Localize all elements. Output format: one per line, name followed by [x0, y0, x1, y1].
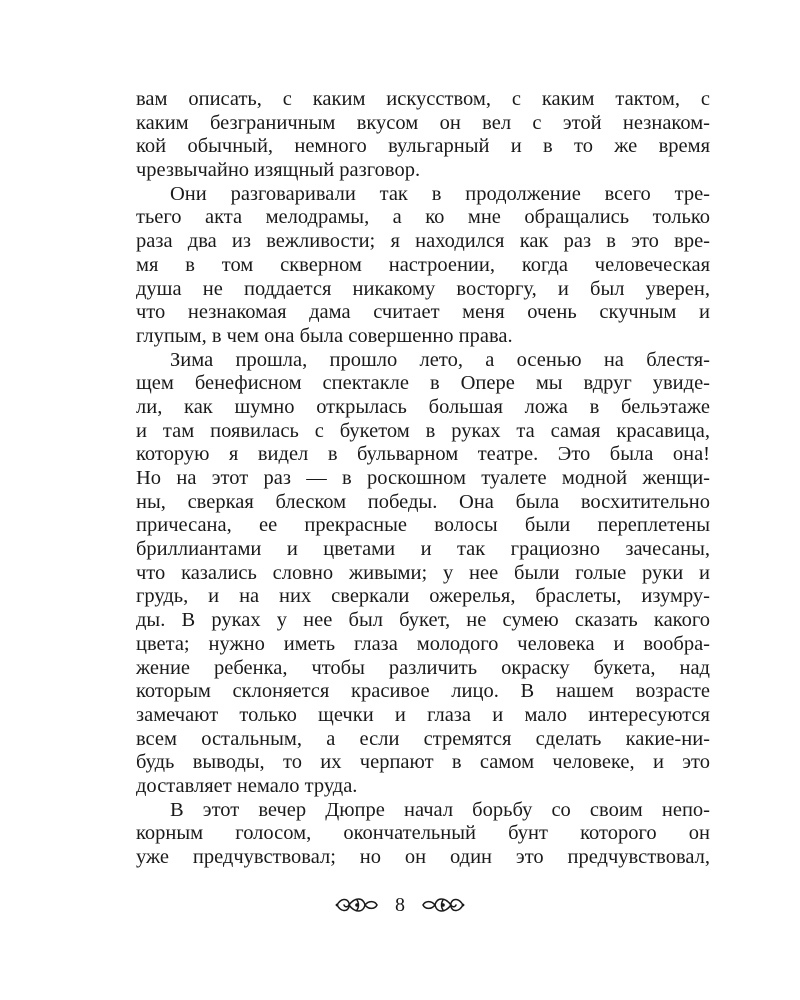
fleuron-left-icon: [333, 893, 381, 917]
text-line: причесана, ее прекрасные волосы были переплетены: [136, 514, 710, 537]
text-line: и там появилась с букетом в руках та самая красавица,: [136, 419, 710, 442]
text-line: Зима прошла, прошло лето, а осенью на блестя-: [170, 348, 710, 371]
text-line: которым склоняется красивое лицо. В нашем возрасте: [136, 680, 710, 703]
text-line: которую я видел в бульварном театре. Это была она!: [136, 443, 710, 466]
text-line: мя в том скверном настроении, когда человеческая: [136, 253, 710, 276]
fleuron-right-icon: [419, 893, 467, 917]
text-line: что незнакомая дама считает меня очень скучным и: [136, 301, 710, 324]
text-line: уже предчувствовал; но он один это предчувствовал,: [136, 846, 710, 868]
text-line: грудь, и на них сверкали ожерелья, браслеты, изумру-: [136, 585, 710, 608]
page-footer: [0, 888, 800, 922]
body-text: [136, 88, 710, 870]
text-line: замечают только щечки и глаза и мало интересуются: [136, 703, 710, 726]
text-line: ны, сверкая блеском победы. Она была восхитительно: [136, 490, 710, 513]
text-line: тьего акта мелодрамы, а ко мне обращались только: [136, 206, 710, 229]
text-line: вам описать, с каким искусством, с каким тактом, с: [136, 88, 710, 110]
page-number: 8: [395, 894, 405, 916]
text-line: Они разговаривали так в продолжение всего тре-: [170, 182, 710, 205]
text-line: цвета; нужно иметь глаза молодого человека и вообра-: [136, 632, 710, 655]
text-line: Но на этот раз — в роскошном туалете модной женщи-: [136, 467, 710, 489]
text-line: раза два из вежливости; я находился как раз в это вре-: [136, 230, 710, 253]
text-line: бриллиантами и цветами и так грациозно зачесаны,: [136, 538, 710, 561]
text-line: жение ребенка, чтобы различить окраску букета, над: [136, 656, 710, 679]
text-line: каким безграничным вкусом он вел с этой незнаком-: [136, 111, 710, 134]
text-line: кой обычный, немного вульгарный и в то же время: [136, 135, 710, 158]
text-line: В этот вечер Дюпре начал борьбу со своим непо-: [170, 798, 710, 821]
text-line: душа не поддается никакому восторгу, и был уверен,: [136, 277, 710, 300]
text-line: доставляет немало труда.: [136, 774, 358, 797]
text-line: ды. В руках у нее был букет, не сумею сказать какого: [136, 609, 710, 632]
text-line: всем остальным, а если стремятся сделать какие-ни-: [136, 727, 710, 750]
text-line: что казались словно живыми; у нее были голые руки и: [136, 561, 710, 584]
text-line: ли, как шумно открылась большая ложа в бельэтаже: [136, 395, 710, 418]
text-line: глупым, в чем она была совершенно права.: [136, 324, 513, 347]
text-line: будь выводы, то их черпают в самом человеке, и это: [136, 751, 710, 774]
text-line: корным голосом, окончательный бунт которого он: [136, 822, 710, 845]
text-line: чрезвычайно изящный разговор.: [136, 159, 421, 182]
text-line: щем бенефисном спектакле в Опере мы вдруг увиде-: [136, 372, 710, 395]
